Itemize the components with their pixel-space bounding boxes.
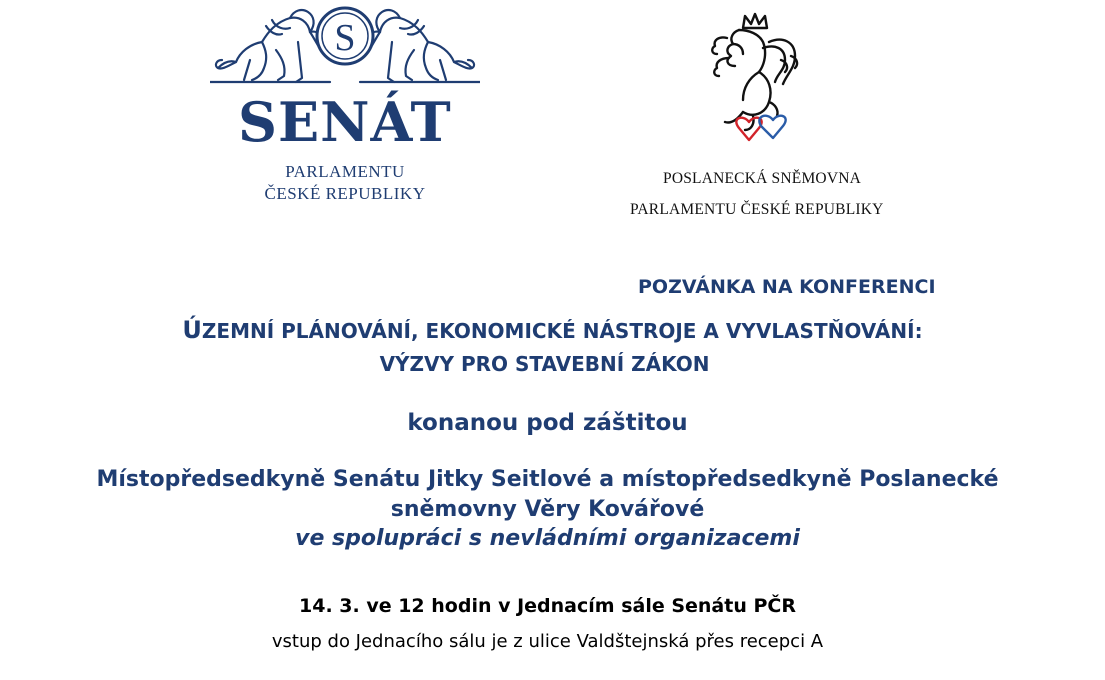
date-time-place: 14. 3. ve 12 hodin v Jednacím sále Senátu PČR	[299, 595, 796, 617]
patrons-line1: Místopředsedkyně Senátu Jitky Seitlové a místopředsedkyně Poslanecké	[96, 467, 999, 492]
senat-logo	[210, 2, 480, 212]
chamber-name-line1: POSLANECKÁ SNĚMOVNA	[663, 170, 861, 187]
conference-title-initial: Ú	[182, 316, 202, 344]
patrons-line2: sněmovny Věry Kovářové	[390, 497, 705, 522]
cooperation-text: ve spolupráci s nevládními organizacemi	[295, 526, 800, 551]
senat-lions-emblem-icon	[210, 2, 480, 92]
senat-subtitle-line2: ČESKÉ REPUBLIKY	[264, 184, 426, 203]
conference-title-line1-rest: ZEMNÍ PLÁNOVÁNÍ, EKONOMICKÉ NÁSTROJE A VYVLASTŇOVÁNÍ:	[201, 319, 923, 343]
chamber-name-line2: PARLAMENTU ČESKÉ REPUBLIKY	[630, 201, 884, 218]
invitation-heading: POZVÁNKA NA KONFERENCI	[638, 276, 936, 298]
senat-subtitle-line1: PARLAMENTU	[285, 162, 405, 181]
entry-note: vstup do Jednacího sálu je z ulice Valdštejnská přes recepci A	[271, 631, 824, 652]
czech-lion-icon	[703, 8, 807, 152]
under-auspices-text: konanou pod záštitou	[407, 410, 688, 436]
conference-title-line2: VÝZVY PRO STAVEBNÍ ZÁKON	[379, 352, 710, 376]
senat-emblem-letter: S	[334, 17, 356, 59]
senat-wordmark: SENÁT	[238, 90, 452, 154]
conference-title-line1	[0, 316, 1105, 344]
